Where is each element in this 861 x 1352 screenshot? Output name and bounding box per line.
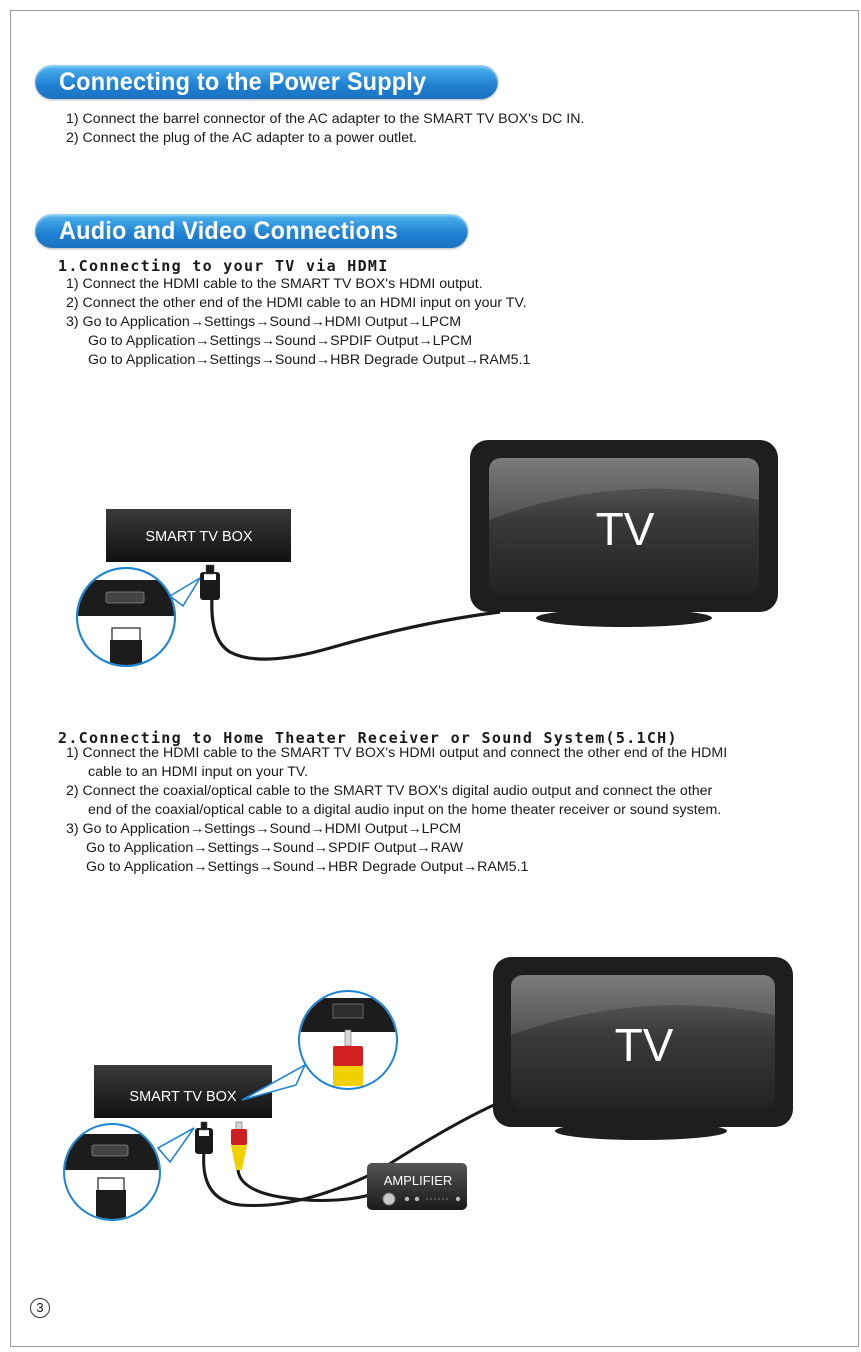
instruction-line: 1) Connect the HDMI cable to the SMART TV BOX's HDMI output. [66,276,483,292]
section-title: Connecting to the Power Supply [59,68,427,96]
box-label: SMART TV BOX [129,1089,237,1105]
hdmi-port-zoom [60,1124,170,1220]
instruction-line: 2) Connect the other end of the HDMI cable to an HDMI input on your TV. [66,295,527,311]
amplifier-label: AMPLIFIER [383,1173,453,1188]
box-label: SMART TV BOX [145,529,253,545]
instruction-line: 3) Go to Application→Settings→Sound→HDMI Output→LPCM [66,821,462,837]
instruction-line: Go to Application→Settings→Sound→SPDIF Output→RAW [86,840,464,856]
instruction-line: 2) Connect the coaxial/optical cable to the SMART TV BOX's digital audio output and connect the other [66,783,713,799]
instruction-line: Go to Application→Settings→Sound→SPDIF Output→LPCM [88,333,473,349]
audio-port-zoom [296,991,406,1089]
instruction-line: 1) Connect the barrel connector of the AC adapter to the SMART TV BOX's DC IN. [66,111,585,127]
instruction-line: 2) Connect the plug of the AC adapter to a power outlet. [66,130,417,146]
section-title: Audio and Video Connections [59,217,398,245]
callout-pointer [158,1128,194,1162]
page-number: 3 [30,1298,50,1318]
rca-plug [231,1122,247,1170]
instruction-line: Go to Application→Settings→Sound→HBR Degrade Output→RAM5.1 [86,859,529,875]
instruction-line: cable to an HDMI input on your TV. [88,764,309,780]
audio-cable [238,1170,370,1201]
sub-heading-hdmi: 1.Connecting to your TV via HDMI [58,257,389,275]
tv-label: TV [614,1019,674,1071]
instruction-line: 1) Connect the HDMI cable to the SMART TV BOX's HDMI output and connect the other end of the HDMI [66,745,728,761]
instruction-line: end of the coaxial/optical cable to a digital audio input on the home theater receiver or sound system. [88,802,722,818]
instruction-line: 3) Go to Application→Settings→Sound→HDMI Output→LPCM [66,314,462,330]
sub-heading-home-theater: 2.Connecting to Home Theater Receiver or Sound System(5.1CH) [58,729,678,747]
instruction-line: Go to Application→Settings→Sound→HBR Degrade Output→RAM5.1 [88,352,531,368]
tv-label: TV [595,503,655,555]
